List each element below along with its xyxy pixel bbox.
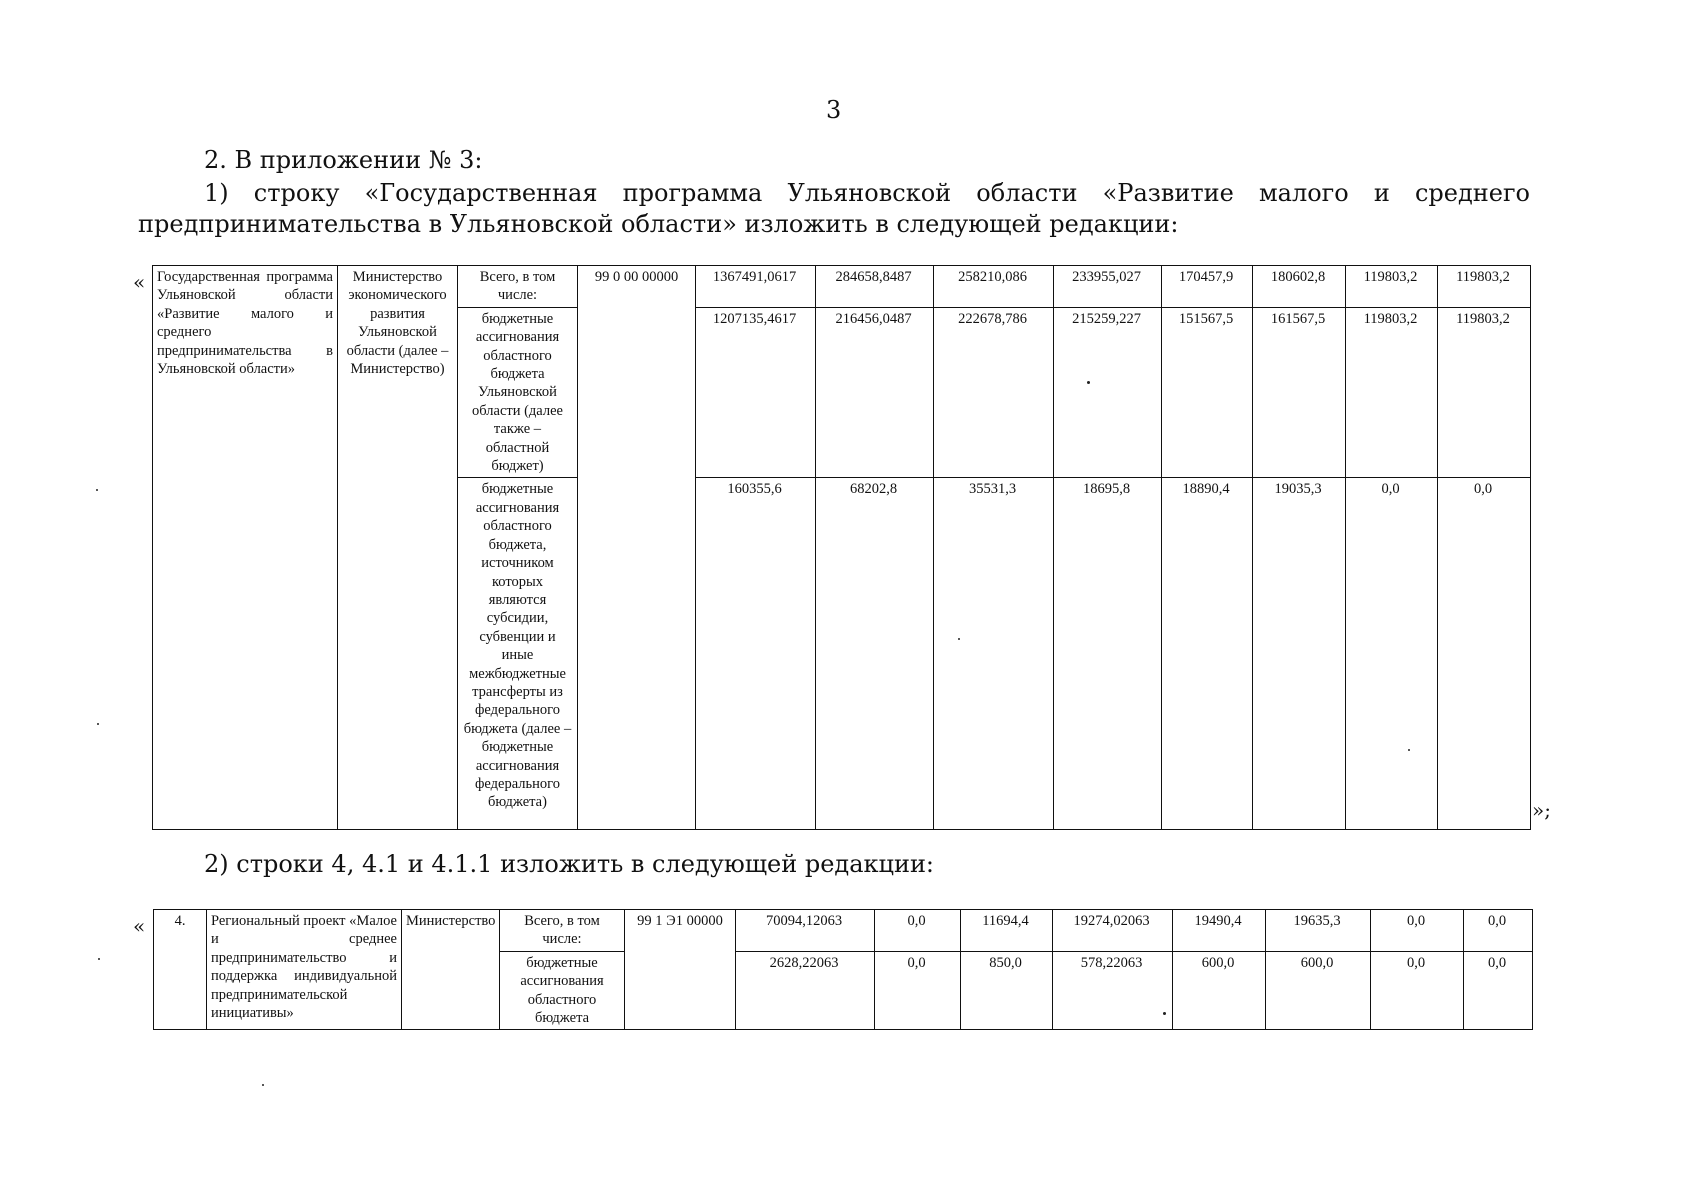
source-cell: Всего, в том числе: bbox=[500, 910, 625, 952]
value-cell: 119803,2 bbox=[1438, 307, 1531, 478]
executor-cell: Министерство bbox=[402, 910, 500, 1030]
value-cell: 0,0 bbox=[1464, 951, 1533, 1030]
paragraph-line-2: 2) строки 4, 4.1 и 4.1.1 изложить в следующей редакции: bbox=[204, 850, 935, 878]
value-cell: 151567,5 bbox=[1162, 307, 1253, 478]
value-cell: 1367491,0617 bbox=[696, 266, 816, 308]
source-cell: бюджетные ассигнования областного бюджета bbox=[500, 951, 625, 1030]
value-cell: 1207135,4617 bbox=[696, 307, 816, 478]
value-cell: 215259,227 bbox=[1054, 307, 1162, 478]
opening-quote-2: « bbox=[133, 914, 146, 938]
value-cell: 18890,4 bbox=[1162, 478, 1253, 830]
source-cell: бюджетные ассигнования областного бюджета Ульяновской области (далее также – областной бюджет) bbox=[458, 307, 578, 478]
code-cell: 99 0 00 00000 bbox=[578, 266, 696, 830]
value-cell: 0,0 bbox=[875, 910, 961, 952]
program-name-cell: Государственная программа Ульяновской области «Развитие малого и среднего предпринимательства в Ульяновской области» bbox=[153, 266, 338, 830]
scan-speck bbox=[1408, 749, 1410, 751]
scan-speck bbox=[97, 723, 99, 725]
closing-quote-1: »; bbox=[1532, 798, 1551, 822]
value-cell: 119803,2 bbox=[1346, 307, 1438, 478]
value-cell: 0,0 bbox=[1371, 951, 1464, 1030]
code-cell: 99 1 Э1 00000 bbox=[625, 910, 736, 1030]
paragraph-line-1: 1) строку «Государственная программа Ульяновской области «Развитие малого и среднего предпринимательства в Ульяновской области» изложить в следующей редакции: bbox=[138, 179, 1530, 238]
value-cell: 160355,6 bbox=[696, 478, 816, 830]
value-cell: 216456,0487 bbox=[816, 307, 934, 478]
value-cell: 850,0 bbox=[961, 951, 1053, 1030]
project-table bbox=[153, 909, 1533, 1030]
value-cell: 68202,8 bbox=[816, 478, 934, 830]
value-cell: 2628,22063 bbox=[736, 951, 875, 1030]
scan-speck bbox=[1163, 1012, 1166, 1015]
scan-speck bbox=[1087, 381, 1090, 384]
value-cell: 18695,8 bbox=[1054, 478, 1162, 830]
value-cell: 119803,2 bbox=[1438, 266, 1531, 308]
executor-cell: Министерство экономического развития Ульяновской области (далее – Министерство) bbox=[338, 266, 458, 830]
value-cell: 19035,3 bbox=[1253, 478, 1346, 830]
project-name-cell: Региональный проект «Малое и среднее предпринимательство и поддержка индивидуальной предпринимательской инициативы» bbox=[207, 910, 402, 1030]
value-cell: 11694,4 bbox=[961, 910, 1053, 952]
scan-speck bbox=[958, 638, 960, 640]
value-cell: 284658,8487 bbox=[816, 266, 934, 308]
value-cell: 19274,02063 bbox=[1053, 910, 1173, 952]
value-cell: 35531,3 bbox=[934, 478, 1054, 830]
value-cell: 222678,786 bbox=[934, 307, 1054, 478]
scan-speck bbox=[262, 1084, 264, 1086]
program-table bbox=[152, 265, 1531, 830]
value-cell: 233955,027 bbox=[1054, 266, 1162, 308]
page-number: 3 bbox=[826, 96, 842, 124]
value-cell: 0,0 bbox=[875, 951, 961, 1030]
value-cell: 119803,2 bbox=[1346, 266, 1438, 308]
value-cell: 258210,086 bbox=[934, 266, 1054, 308]
source-cell: бюджетные ассигнования областного бюджета, источником которых являются субсидии, субвенции и иные межбюджетные трансферты из федерального бюджета (далее – бюджетные ассигнования федерального бюджета) bbox=[458, 478, 578, 830]
value-cell: 170457,9 bbox=[1162, 266, 1253, 308]
value-cell: 600,0 bbox=[1266, 951, 1371, 1030]
value-cell: 19635,3 bbox=[1266, 910, 1371, 952]
value-cell: 19490,4 bbox=[1173, 910, 1266, 952]
scan-speck bbox=[96, 489, 98, 491]
row-number-cell: 4. bbox=[154, 910, 207, 1030]
value-cell: 0,0 bbox=[1346, 478, 1438, 830]
source-cell: Всего, в том числе: bbox=[458, 266, 578, 308]
value-cell: 578,22063 bbox=[1053, 951, 1173, 1030]
value-cell: 600,0 bbox=[1173, 951, 1266, 1030]
opening-quote-1: « bbox=[133, 270, 146, 294]
value-cell: 70094,12063 bbox=[736, 910, 875, 952]
scan-speck bbox=[98, 958, 100, 960]
value-cell: 161567,5 bbox=[1253, 307, 1346, 478]
value-cell: 0,0 bbox=[1438, 478, 1531, 830]
value-cell: 0,0 bbox=[1464, 910, 1533, 952]
value-cell: 180602,8 bbox=[1253, 266, 1346, 308]
paragraph-appendix-3: 2. В приложении № 3: bbox=[204, 146, 483, 174]
value-cell: 0,0 bbox=[1371, 910, 1464, 952]
